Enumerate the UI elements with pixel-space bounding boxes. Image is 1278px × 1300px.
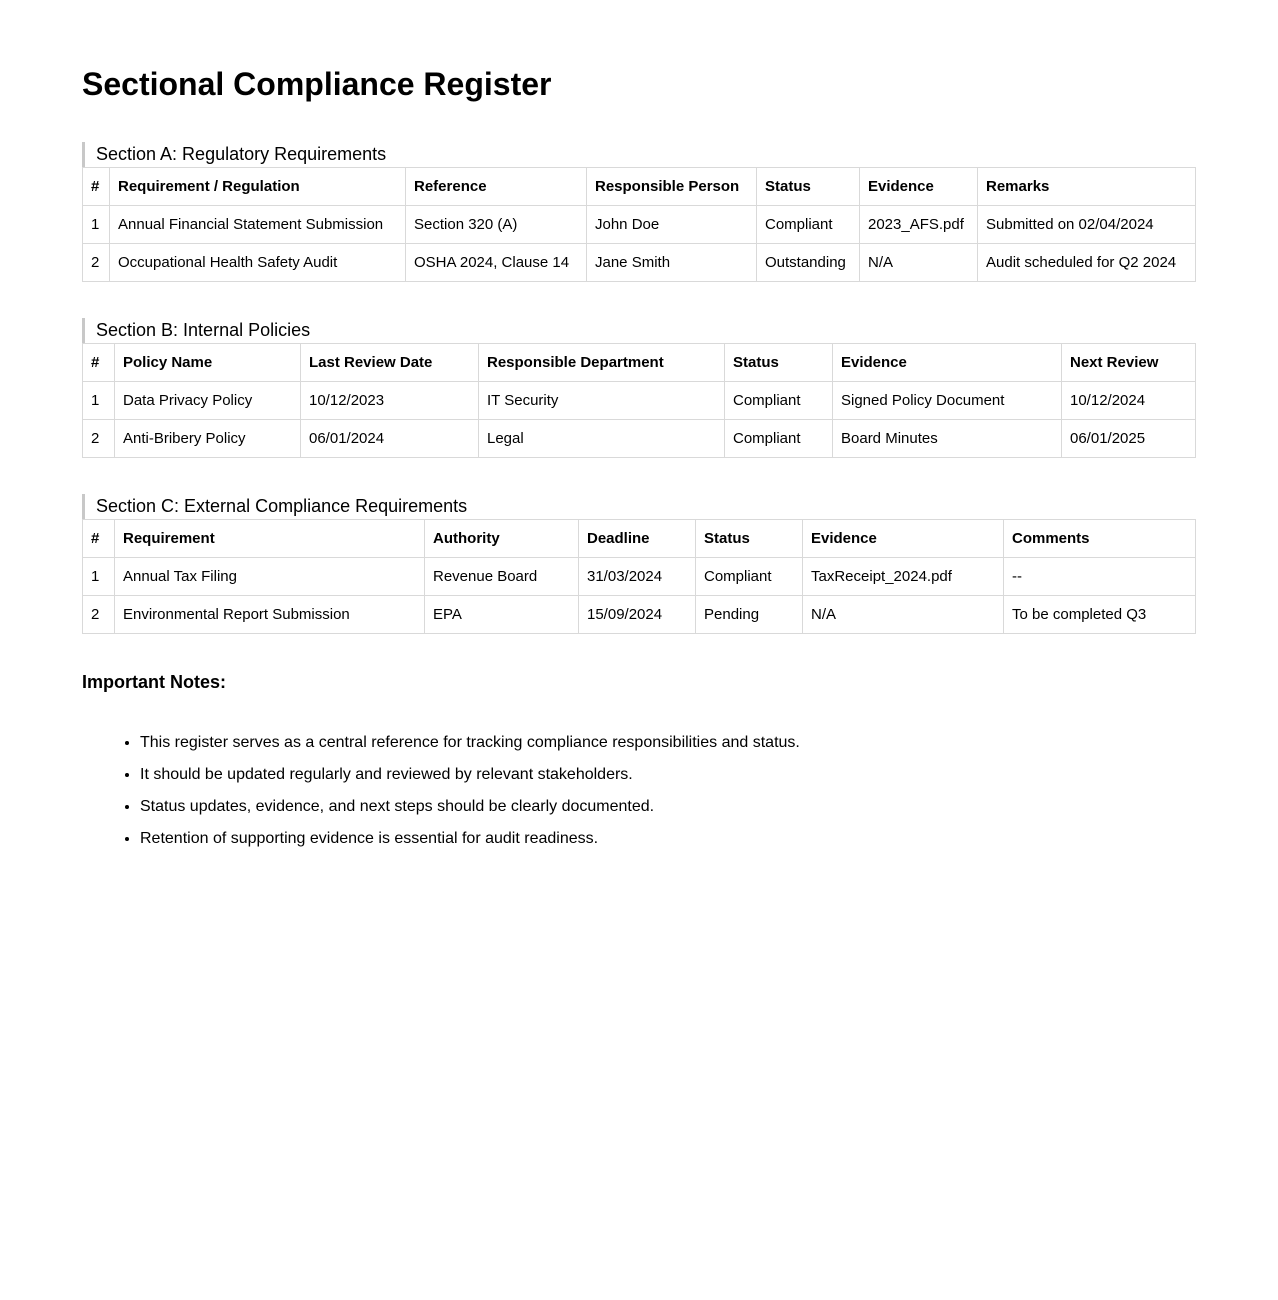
- table-row: [83, 420, 1196, 458]
- column-header: Last Review Date: [301, 344, 479, 382]
- column-header: #: [83, 344, 115, 382]
- section-b: [82, 318, 1196, 458]
- column-header: #: [83, 520, 115, 558]
- table-cell: 31/03/2024: [579, 558, 696, 596]
- table-cell: Data Privacy Policy: [115, 382, 301, 420]
- table-row: [83, 558, 1196, 596]
- table-cell: Jane Smith: [587, 244, 757, 282]
- table-cell: Compliant: [725, 382, 833, 420]
- column-header: Reference: [406, 168, 587, 206]
- table-cell: Compliant: [725, 420, 833, 458]
- table-cell: Pending: [696, 596, 803, 634]
- notes-heading: Important Notes:: [82, 672, 226, 692]
- column-header: Status: [725, 344, 833, 382]
- table-row: [83, 382, 1196, 420]
- regulatory-requirements-table: [82, 167, 1196, 282]
- column-header: Evidence: [860, 168, 978, 206]
- column-header: Comments: [1004, 520, 1196, 558]
- table-cell: Section 320 (A): [406, 206, 587, 244]
- table-cell: Annual Tax Filing: [115, 558, 425, 596]
- table-cell: Submitted on 02/04/2024: [978, 206, 1196, 244]
- table-header-row: [83, 520, 1196, 558]
- table-cell: Compliant: [757, 206, 860, 244]
- column-header: Requirement / Regulation: [110, 168, 406, 206]
- table-cell: Audit scheduled for Q2 2024: [978, 244, 1196, 282]
- table-cell: EPA: [425, 596, 579, 634]
- table-cell: To be completed Q3: [1004, 596, 1196, 634]
- table-row: [83, 596, 1196, 634]
- table-row: [83, 244, 1196, 282]
- table-header-row: [83, 168, 1196, 206]
- table-header-row: [83, 344, 1196, 382]
- table-row: [83, 206, 1196, 244]
- table-cell: Outstanding: [757, 244, 860, 282]
- table-cell: OSHA 2024, Clause 14: [406, 244, 587, 282]
- table-cell: Signed Policy Document: [833, 382, 1062, 420]
- table-cell: 15/09/2024: [579, 596, 696, 634]
- section-title: Section A: Regulatory Requirements: [82, 142, 1196, 167]
- table-cell: --: [1004, 558, 1196, 596]
- column-header: Next Review: [1062, 344, 1196, 382]
- table-cell: 06/01/2024: [301, 420, 479, 458]
- table-cell: Compliant: [696, 558, 803, 596]
- list-item: • Status updates, evidence, and next steps should be clearly documented.: [140, 797, 1196, 817]
- table-cell: Board Minutes: [833, 420, 1062, 458]
- section-a: [82, 142, 1196, 282]
- table-cell: 1: [83, 206, 110, 244]
- table-cell: 06/01/2025: [1062, 420, 1196, 458]
- notes-section: [82, 670, 1196, 849]
- table-cell: 2023_AFS.pdf: [860, 206, 978, 244]
- table-cell: IT Security: [479, 382, 725, 420]
- column-header: Responsible Department: [479, 344, 725, 382]
- column-header: Evidence: [833, 344, 1062, 382]
- column-header: Requirement: [115, 520, 425, 558]
- table-cell: 10/12/2024: [1062, 382, 1196, 420]
- notes-list: [82, 733, 1196, 849]
- table-cell: 2: [83, 420, 115, 458]
- section-title: Section C: External Compliance Requirements: [82, 494, 1196, 519]
- column-header: Status: [757, 168, 860, 206]
- table-cell: 2: [83, 244, 110, 282]
- list-item: • It should be updated regularly and reviewed by relevant stakeholders.: [140, 765, 1196, 785]
- table-cell: TaxReceipt_2024.pdf: [803, 558, 1004, 596]
- table-cell: John Doe: [587, 206, 757, 244]
- column-header: Deadline: [579, 520, 696, 558]
- external-compliance-table: [82, 519, 1196, 634]
- table-cell: Revenue Board: [425, 558, 579, 596]
- section-c: [82, 494, 1196, 634]
- column-header: Policy Name: [115, 344, 301, 382]
- column-header: Evidence: [803, 520, 1004, 558]
- list-item: • Retention of supporting evidence is essential for audit readiness.: [140, 829, 1196, 849]
- table-cell: 1: [83, 558, 115, 596]
- table-cell: Anti-Bribery Policy: [115, 420, 301, 458]
- column-header: Remarks: [978, 168, 1196, 206]
- section-title: Section B: Internal Policies: [82, 318, 1196, 343]
- column-header: Status: [696, 520, 803, 558]
- table-cell: Legal: [479, 420, 725, 458]
- internal-policies-table: [82, 343, 1196, 458]
- column-header: Responsible Person: [587, 168, 757, 206]
- table-cell: N/A: [803, 596, 1004, 634]
- table-cell: Occupational Health Safety Audit: [110, 244, 406, 282]
- table-cell: Annual Financial Statement Submission: [110, 206, 406, 244]
- column-header: #: [83, 168, 110, 206]
- column-header: Authority: [425, 520, 579, 558]
- table-cell: 2: [83, 596, 115, 634]
- table-cell: 1: [83, 382, 115, 420]
- table-cell: 10/12/2023: [301, 382, 479, 420]
- table-cell: N/A: [860, 244, 978, 282]
- table-cell: Environmental Report Submission: [115, 596, 425, 634]
- list-item: • This register serves as a central reference for tracking compliance responsibilities and status.: [140, 733, 1196, 753]
- page-title: Sectional Compliance Register: [82, 66, 552, 102]
